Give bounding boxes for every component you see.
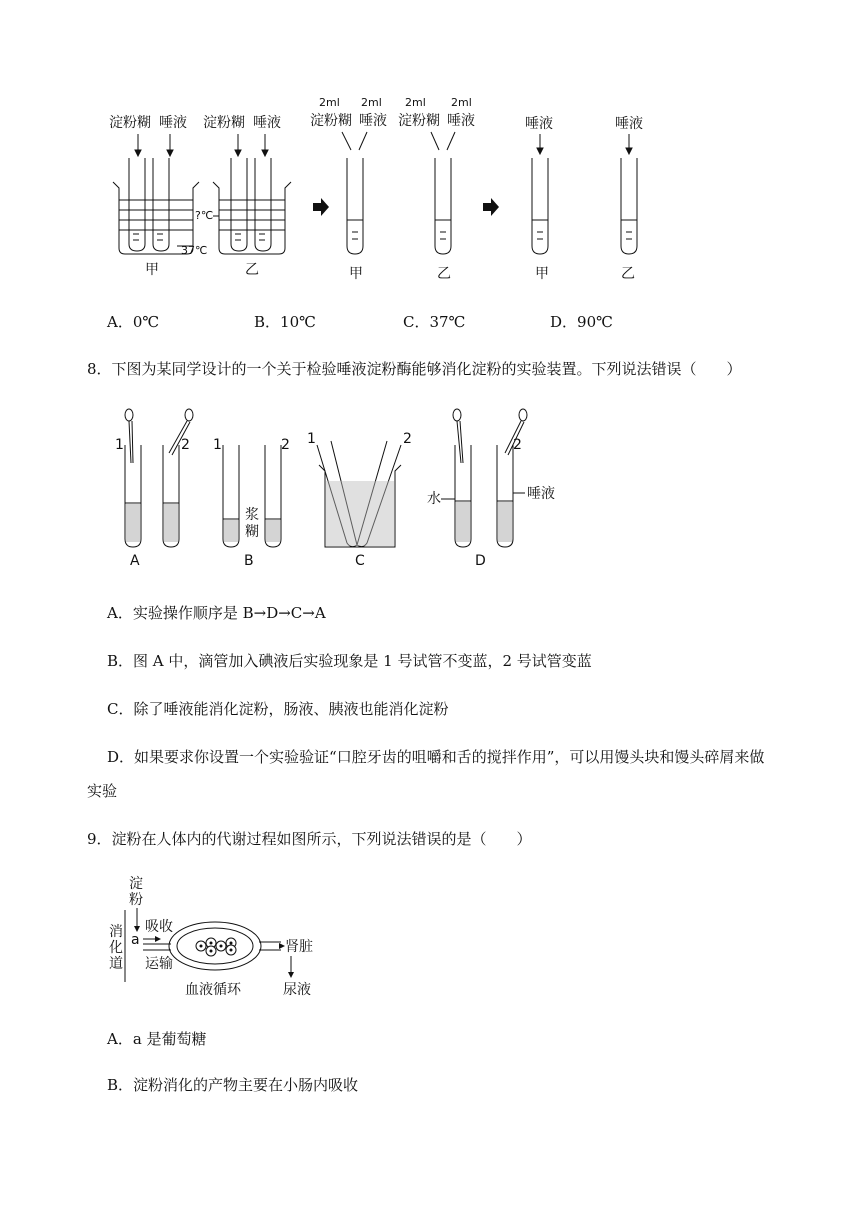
label-kidney: 肾脏 xyxy=(285,939,313,955)
tube-number-1a: 1 xyxy=(115,437,124,453)
label-jiang: 浆 xyxy=(245,507,259,523)
q8-stem: 8．下图为某同学设计的一个关于检验唾液淀粉酶能够消化淀粉的实验装置。下列说法错误（ ） xyxy=(87,360,742,378)
label-2ml-3: 2ml xyxy=(405,96,426,109)
q9-stem: 9．淀粉在人体内的代谢过程如图所示，下列说法错误的是（ ） xyxy=(87,830,532,848)
label-absorb: 吸收 xyxy=(145,919,173,935)
label-water: 水 xyxy=(427,491,441,507)
label-a: a xyxy=(131,932,140,948)
label-hua: 化 xyxy=(109,940,123,956)
label-A: A xyxy=(130,553,140,569)
label-xiao: 消 xyxy=(109,924,123,940)
label-2ml-2: 2ml xyxy=(361,96,382,109)
q8-option-a: A．实验操作顺序是 B→D→C→A xyxy=(107,604,326,622)
label-urine: 尿液 xyxy=(283,982,311,998)
tube-number-1c: 1 xyxy=(307,431,316,447)
label-saliva-3: 唾液 xyxy=(359,113,387,129)
label-starch-2: 淀粉糊 xyxy=(203,115,245,131)
tube-number-2b: 2 xyxy=(281,437,290,453)
beaker-yi xyxy=(213,158,291,254)
q8-option-d: D．如果要求你设置一个实验验证“口腔牙齿的咀嚼和舌的搅拌作用”，可以用馒头块和馒头碎屑来做 xyxy=(107,748,765,766)
tube-number-2c: 2 xyxy=(403,431,412,447)
tube-name-jia-1: 甲 xyxy=(145,262,159,278)
label-D: D xyxy=(475,553,486,569)
beaker-jia xyxy=(113,158,199,254)
label-saliva-d: 唾液 xyxy=(527,486,555,502)
figure-saliva-experiment xyxy=(105,405,575,575)
tube-number-2a: 2 xyxy=(181,437,190,453)
label-starch-4: 淀粉糊 xyxy=(398,113,440,129)
tube-name-yi-3: 乙 xyxy=(621,266,635,282)
tube-name-yi-2: 乙 xyxy=(437,266,451,282)
tube-number-2d: 2 xyxy=(513,437,522,453)
arrow-right-icon xyxy=(483,198,499,216)
label-B: B xyxy=(244,553,254,569)
arrow-right-icon xyxy=(313,198,329,216)
label-saliva-4: 唾液 xyxy=(447,113,475,129)
q9-option-a: A．a 是葡萄糖 xyxy=(107,1030,207,1048)
q7-option-b: B．10℃ xyxy=(254,313,316,331)
q7-option-c: C．37℃ xyxy=(403,313,466,331)
label-C: C xyxy=(355,553,365,569)
label-saliva-6: 唾液 xyxy=(615,116,643,132)
label-2ml-1: 2ml xyxy=(319,96,340,109)
label-saliva-5: 唾液 xyxy=(525,116,553,132)
q8-option-c: C．除了唾液能消化淀粉，肠液、胰液也能消化淀粉 xyxy=(107,700,449,718)
label-dian: 淀 xyxy=(129,876,143,892)
q7-option-d: D．90℃ xyxy=(550,313,613,331)
temp-unknown: ?℃ xyxy=(195,209,214,222)
q9-option-b: B．淀粉消化的产物主要在小肠内吸收 xyxy=(107,1076,359,1094)
label-saliva-1: 唾液 xyxy=(159,115,187,131)
figure-temperature-experiment xyxy=(95,88,655,288)
label-starch-1: 淀粉糊 xyxy=(109,115,151,131)
label-saliva-2: 唾液 xyxy=(253,115,281,131)
q8-option-b: B．图 A 中，滴管加入碘液后实验现象是 1 号试管不变蓝，2 号试管变蓝 xyxy=(107,652,592,670)
label-blood-circulation: 血液循环 xyxy=(185,982,241,998)
label-2ml-4: 2ml xyxy=(451,96,472,109)
tube-name-jia-2: 甲 xyxy=(349,266,363,282)
label-transport: 运输 xyxy=(145,956,173,972)
label-starch-3: 淀粉糊 xyxy=(310,113,352,129)
q7-option-a: A．0℃ xyxy=(107,313,160,331)
figure-starch-metabolism xyxy=(105,870,325,1005)
q8-option-d-continued: 实验 xyxy=(87,782,118,800)
temp-37: 37℃ xyxy=(181,244,208,257)
tube-name-jia-3: 甲 xyxy=(535,266,549,282)
tube-name-yi-1: 乙 xyxy=(245,262,259,278)
label-dao: 道 xyxy=(109,956,123,972)
label-hu: 糊 xyxy=(245,524,259,540)
tube-number-1b: 1 xyxy=(213,437,222,453)
label-fen: 粉 xyxy=(129,892,143,908)
